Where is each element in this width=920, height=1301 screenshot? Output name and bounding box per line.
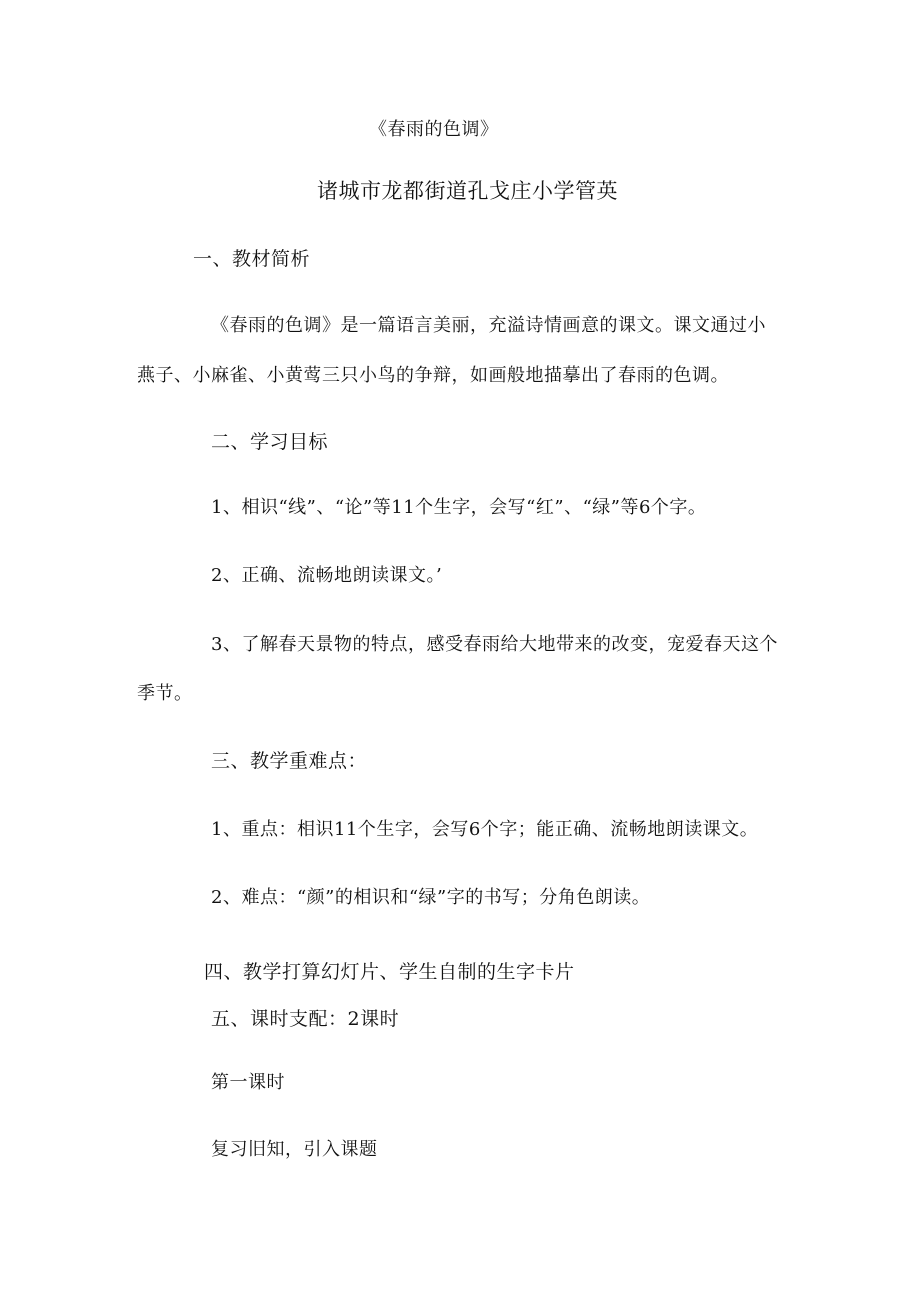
keypoint-item-1: 1、重点：相识11个生字，会写6个字；能正确、流畅地朗读课文。 [211,819,759,840]
section-heading-keypoints: 三、教学重难点： [211,750,368,772]
goal-item-3-line-1: 3、了解春天景物的特点，感受春雨给大地带来的改变，宠爱春天这个 [211,634,778,655]
goal-item-1: 1、相识“线”、“论”等11个生字，会写“红”、“绿”等6个字。 [211,497,707,518]
document-title: 《春雨的色调》 [369,119,499,140]
analysis-paragraph-line-2: 燕子、小麻雀、小黄莺三只小鸟的争辩，如画般地描摹出了春雨的色调。 [137,365,729,386]
section-heading-goals: 二、学习目标 [211,431,329,453]
section-heading-analysis: 一、教材简析 [193,248,311,270]
goal-item-2: 2、正确、流畅地朗读课文。’ [211,565,443,586]
analysis-paragraph-line-1: 《春雨的色调》是一篇语言美丽，充溢诗情画意的课文。课文通过小 [211,315,766,336]
author-line: 诸城市龙都街道孔戈庄小学管英 [317,179,618,203]
lesson-heading: 第一课时 [211,1072,285,1093]
review-text: 复习旧知，引入课题 [211,1139,378,1160]
section-heading-preparation: 四、教学打算幻灯片、学生自制的生字卡片 [204,961,575,983]
goal-item-3-line-2: 季节。 [137,683,193,704]
section-heading-schedule: 五、课时支配：2课时 [211,1008,400,1030]
keypoint-item-2: 2、难点：“颜”的相识和“绿”字的书写；分角色朗读。 [211,887,651,908]
